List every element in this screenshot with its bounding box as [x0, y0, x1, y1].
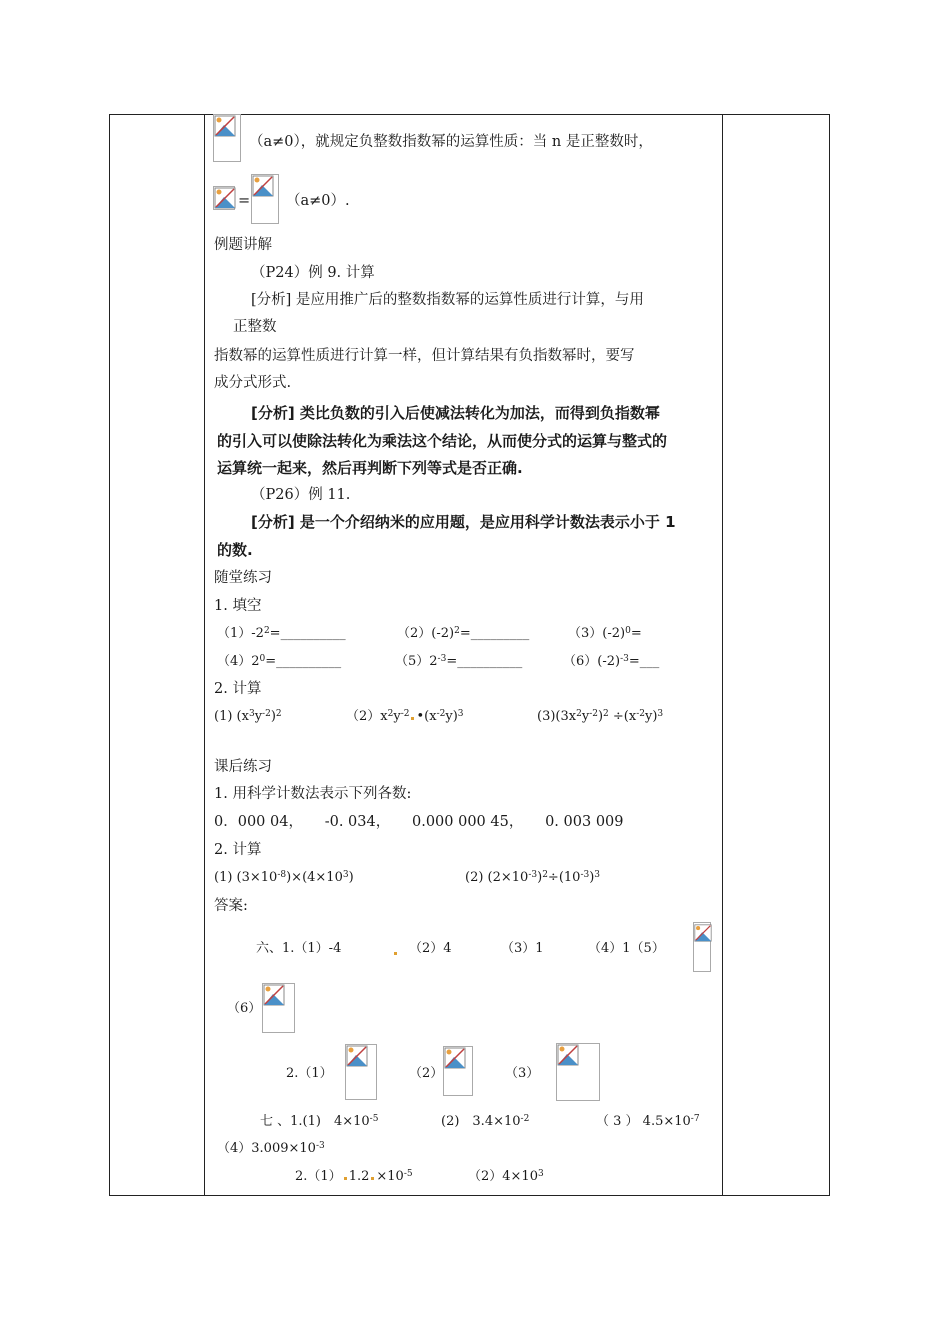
analysis-2-line-3: 运算统一起来，然后再判断下列等式是否正确. [217, 459, 523, 477]
analysis-3-line-1: [分析] 是一个介绍纳米的应用题，是应用科学计数法表示小于 1 [251, 513, 676, 531]
analysis-2-line-1: [分析] 类比负数的引入后使减法转化为加法，而得到负指数幂 [251, 404, 660, 422]
answer-6-6: （6） [227, 1001, 262, 1016]
column-divider-left [204, 115, 205, 1195]
practice-q1-2: $(2)(-2)^2=\_\_\_\_\_\_\_\_\_$ [397, 626, 530, 641]
broken-image-icon [213, 186, 235, 210]
practice-q1-4: $(4)2^0=\_\_\_\_\_\_\_\_\_\_$ [217, 654, 342, 669]
broken-image-icon [556, 1043, 600, 1101]
broken-image-icon [262, 983, 295, 1033]
analysis-2-line-2: 的引入可以使除法转化为乘法这个结论，从而使分式的运算与整式的 [217, 432, 668, 450]
practice-q1-3: $(3)(-2)^0=$ [568, 626, 642, 641]
example-heading: 例题讲解 [214, 237, 272, 253]
marker-dot [394, 952, 397, 955]
content-cell [213, 114, 723, 1196]
analysis-1-line-4: 成分式形式. [214, 375, 292, 391]
homework-q2: 2. 计算 [214, 842, 262, 858]
analysis-1-line-3: 指数幂的运算性质进行计算一样，但计算结果有负指数幂时，要写 [214, 348, 635, 364]
practice-q1-6: $(6)(-2)^{-3}=\_\_\_$ [563, 654, 660, 669]
practice-q1-5: $(5)2^{-3}=\_\_\_\_\_\_\_\_\_\_$ [395, 654, 523, 669]
answers-heading: 答案: [214, 898, 248, 914]
practice-q1-1: $(1)-2^2=\_\_\_\_\_\_\_\_\_\_$ [217, 626, 346, 641]
homework-q2-1: (1) $(3\times 10^{-8})\times(4\times 10^3)$ [214, 870, 354, 885]
answer-7-4: $(4)3.009\times 10^{-3}$ [217, 1141, 325, 1156]
homework-q2-2: (2) $(2\times 10^{-3})^2\div(10^{-3})^3$ [465, 870, 601, 885]
practice-q2-2: $(2)x^2y^{-2}$ $•(x^{-2}y)^3$ [346, 709, 464, 724]
example-11: （P26）例 11. [251, 487, 351, 503]
practice-q2-3: $(3)(3x^2y^{-2})^2 \div(x^{-2}y)^3$ [537, 709, 664, 724]
analysis-3-line-2: 的数. [217, 541, 253, 559]
answer-6-2-1: 2.（1） [286, 1066, 333, 1081]
answer-6-2: （2）4 [409, 941, 452, 956]
homework-q1-values: 0．000 04， -0. 034， 0.000 000 45， 0. 003 009 [214, 814, 624, 830]
broken-image-icon [345, 1044, 377, 1100]
answer-7-2-2: $(2)4\times 10^3$ [468, 1169, 544, 1184]
practice-q2: 2. 计算 [214, 681, 262, 697]
homework-q1: 1. 用科学计数法表示下列各数: [214, 786, 412, 802]
answer-6-2-2: （2） [409, 1066, 444, 1081]
answer-6-4: （4）1（5） [588, 941, 665, 956]
broken-image-icon [251, 174, 279, 224]
answer-7-2: (2) $3.4\times 10^{-2}$ [441, 1114, 530, 1129]
answer-6-1: 六、1.（1）-4 [256, 941, 342, 956]
practice-heading: 随堂练习 [214, 570, 272, 586]
broken-image-icon [443, 1046, 473, 1096]
example-9: （P24）例 9. 计算 [251, 265, 375, 281]
answer-7-1: 七 、1.(1) $4\times 10^{-5}$ [260, 1114, 379, 1129]
broken-image-icon [213, 114, 241, 162]
analysis-1-line-2: 正整数 [233, 319, 277, 335]
rule-equals: = [238, 193, 251, 209]
answer-7-3: （ 3 ） $4.5\times 10^{-7}$ [596, 1114, 700, 1129]
practice-q1: 1. 填空 [214, 598, 262, 614]
rule-condition: （a≠0）. [286, 193, 350, 209]
answer-6-2-3: （3） [505, 1066, 540, 1081]
analysis-1-line-1: [分析] 是应用推广后的整数指数幂的运算性质进行计算，与用 [251, 292, 644, 308]
broken-image-icon [693, 922, 711, 972]
homework-heading: 课后练习 [214, 759, 272, 775]
answer-7-2-1: 2.（1） $1.2 \times 10^{-5}$ [295, 1169, 413, 1184]
rule-line-1: （a≠0），就规定负整数指数幂的运算性质：当 n 是正整数时， [249, 134, 653, 150]
practice-q2-1: (1) $(x^3y^{-2})^2$ [214, 709, 282, 724]
answer-6-3: （3）1 [501, 941, 544, 956]
